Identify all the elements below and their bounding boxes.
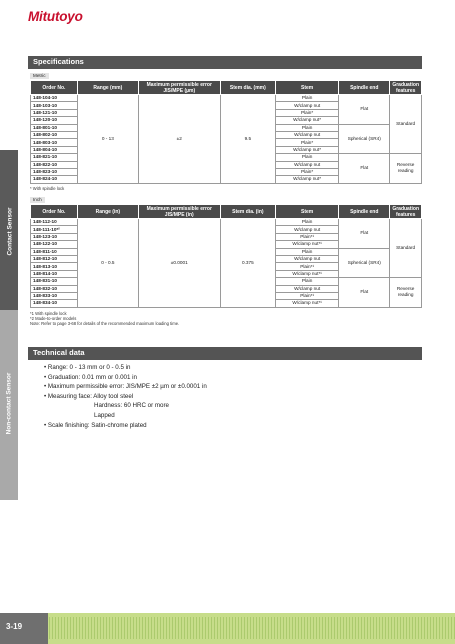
metric-order-no: 148-120-10	[31, 117, 78, 124]
tech-item-graduation: • Graduation: 0.01 mm or 0.001 in	[44, 373, 137, 381]
inch-mpe: ±0.0001	[138, 219, 220, 308]
side-tab-noncontact-label: Non-contact Sensor	[5, 372, 13, 435]
metric-stem: W/clamp nut	[276, 131, 339, 138]
inch-order-no: 148-813-10	[31, 263, 78, 270]
inch-stem: W/clamp nut	[276, 226, 339, 233]
brand-logo: Mitutoyo	[28, 9, 83, 24]
specifications-rule	[28, 68, 422, 69]
tech-item-hardness: Hardness: 60 HRC or more	[94, 402, 169, 410]
inch-order-no: 148-814-10	[31, 270, 78, 277]
metric-order-no: 148-822-10	[31, 161, 78, 168]
inch-spindle-end: Flat	[339, 278, 390, 308]
inch-order-no: 148-832-10	[31, 285, 78, 292]
metric-order-no: 148-121-10	[31, 109, 78, 116]
metric-header-4: Stem	[276, 81, 339, 95]
metric-unit-tab: Metric	[30, 73, 49, 79]
tech-item-range: • Range: 0 - 13 mm or 0 - 0.5 in	[44, 364, 131, 371]
inch-order-no: 148-811-10	[31, 248, 78, 255]
inch-order-no: 148-112-10	[31, 219, 78, 226]
metric-order-no: 148-823-10	[31, 168, 78, 175]
inch-header-1: Range (in)	[77, 205, 138, 219]
inch-stem-dia: 0.375	[220, 219, 275, 308]
inch-spec-table	[30, 204, 422, 308]
metric-header-row	[31, 81, 422, 95]
metric-order-no: 148-104-10	[31, 95, 78, 102]
inch-stem: W/clamp nut*¹	[276, 241, 339, 248]
metric-graduation: Reverse reading	[390, 154, 422, 184]
inch-order-no: 148-122-10	[31, 241, 78, 248]
inch-header-5: Spindle end	[339, 205, 390, 219]
metric-header-0: Order No.	[31, 81, 78, 95]
inch-graduation: Standard	[390, 219, 422, 278]
metric-graduation: Standard	[390, 95, 422, 154]
metric-mpe: ±2	[138, 95, 220, 184]
inch-order-no: 148-812-10	[31, 255, 78, 262]
inch-header-3: Stem dia. (in)	[220, 205, 275, 219]
metric-spindle-end: Flat	[339, 95, 390, 125]
inch-stem: W/clamp nut	[276, 255, 339, 262]
inch-stem: Plain	[276, 278, 339, 285]
metric-stem: W/clamp nut*	[276, 117, 339, 124]
metric-order-no: 148-804-10	[31, 146, 78, 153]
tech-item-mpe: • Maximum permissible error: JIS/MPE ±2 µm or ±0.0001 in	[44, 383, 207, 391]
metric-header-6: Graduation features	[390, 81, 422, 95]
inch-stem: Plain*¹	[276, 292, 339, 299]
technical-data-rule	[28, 359, 422, 360]
inch-graduation: Reverse reading	[390, 278, 422, 308]
inch-note-2: *2 Made-to-order models	[30, 316, 77, 322]
inch-order-no: 148-833-10	[31, 292, 78, 299]
metric-stem: Plain	[276, 124, 339, 131]
metric-stem: Plain	[276, 95, 339, 102]
metric-note: * With spindle lock	[30, 186, 65, 191]
metric-header-3: Stem dia. (mm)	[220, 81, 275, 95]
metric-header-5: Spindle end	[339, 81, 390, 95]
inch-order-no: 148-831-10	[31, 278, 78, 285]
inch-stem: Plain	[276, 219, 339, 226]
metric-order-no: 148-801-10	[31, 124, 78, 131]
metric-order-no: 148-103-10	[31, 102, 78, 109]
metric-stem: W/clamp nut	[276, 102, 339, 109]
metric-stem: Plain	[276, 154, 339, 161]
inch-header-0: Order No.	[31, 205, 78, 219]
inch-range: 0 - 0.5	[77, 219, 138, 308]
metric-stem: Plain*	[276, 168, 339, 175]
technical-data-heading: Technical data	[28, 347, 422, 359]
inch-note-3: Note: Refer to page 3-68 for details of the recommended maximum loading time.	[30, 321, 180, 327]
inch-spindle-end: Flat	[339, 219, 390, 249]
footer-stripes	[22, 617, 455, 639]
metric-stem-dia: 9.5	[220, 95, 275, 184]
metric-stem: W/clamp nut*	[276, 176, 339, 183]
tech-item-measuring-face: • Measuring face: Alloy tool steel	[44, 392, 134, 400]
metric-order-no: 148-802-10	[31, 131, 78, 138]
metric-order-no: 148-824-10	[31, 176, 78, 183]
metric-stem: Plain*	[276, 109, 339, 116]
inch-order-no: 148-834-10	[31, 300, 78, 307]
specifications-heading: Specifications	[28, 56, 422, 68]
inch-header-2: Maximum permissible error JIS/MPE (in)	[138, 205, 220, 219]
metric-header-1: Range (mm)	[77, 81, 138, 95]
metric-header-2: Maximum permissible error JIS/MPE (µm)	[138, 81, 220, 95]
metric-spindle-end: Spherical (SR4)	[339, 124, 390, 154]
inch-stem: W/clamp nut*¹	[276, 270, 339, 277]
table-row	[31, 219, 422, 226]
tech-item-scale-finishing: • Scale finishing: Satin-chrome plated	[44, 421, 147, 429]
inch-header-row	[31, 205, 422, 219]
metric-spindle-end: Flat	[339, 154, 390, 184]
table-row	[31, 95, 422, 102]
inch-unit-tab: Inch	[30, 197, 45, 203]
metric-order-no: 148-821-10	[31, 154, 78, 161]
inch-stem: Plain*¹	[276, 263, 339, 270]
inch-note-1: *1 With spindle lock	[30, 311, 67, 316]
inch-stem: W/clamp nut	[276, 285, 339, 292]
inch-stem: Plain	[276, 248, 339, 255]
metric-spec-table	[30, 80, 422, 184]
inch-stem: Plain*¹	[276, 233, 339, 240]
technical-data-list	[44, 363, 207, 430]
page-number: 3-19	[6, 622, 23, 631]
metric-range: 0 - 13	[77, 95, 138, 184]
inch-header-6: Graduation features	[390, 205, 422, 219]
inch-notes	[30, 311, 179, 327]
side-tab-contact-label: Contact Sensor	[6, 207, 14, 256]
metric-stem: Plain*	[276, 139, 339, 146]
metric-stem: W/clamp nut*	[276, 146, 339, 153]
inch-header-4: Stem	[276, 205, 339, 219]
inch-stem: W/clamp nut*¹	[276, 300, 339, 307]
metric-stem: W/clamp nut	[276, 161, 339, 168]
inch-spindle-end: Spherical (SR4)	[339, 248, 390, 278]
metric-order-no: 148-803-10	[31, 139, 78, 146]
tech-item-lapped: Lapped	[94, 411, 115, 419]
inch-order-no: 148-111-10*²	[31, 226, 78, 233]
inch-order-no: 148-123-10	[31, 233, 78, 240]
